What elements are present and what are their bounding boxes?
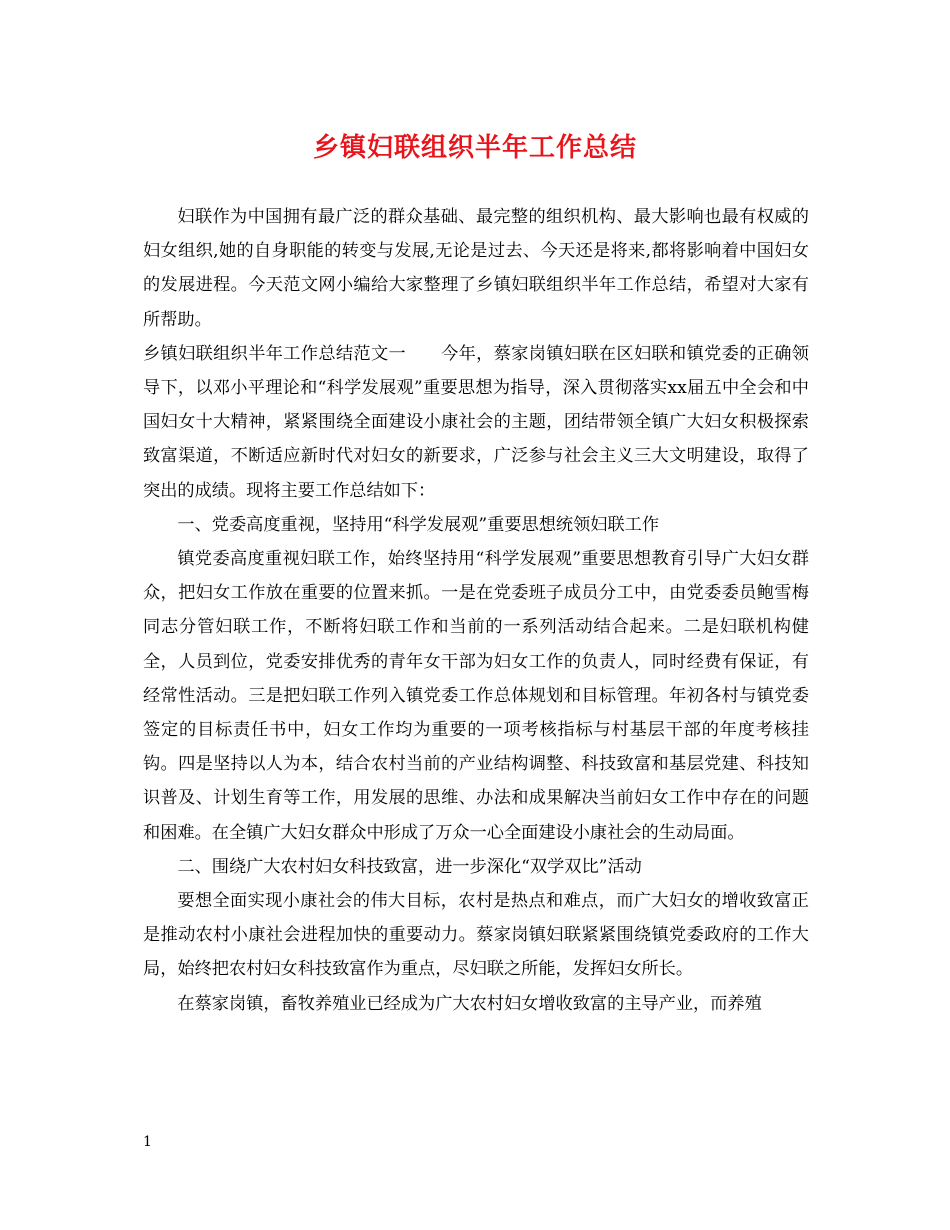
document-title: 乡镇妇联组织半年工作总结 bbox=[312, 133, 637, 163]
paragraph-sample-one-opening: 乡镇妇联组织半年工作总结范文一 今年，蔡家岗镇妇联在区妇联和镇党委的正确领导下，以邓小平理论和“科学发展观”重要思想为指导，深入贯彻落实xx届五中全会和中国妇女十大精神，紧紧围绕全面建设小康社会的主题，团结带领全镇广大妇女积极探索致富渠道，不断适应新时代对妇女的新要求，广泛参与社会主义三大文明建设，取得了突出的成绩。现将主要工作总结如下： bbox=[143, 343, 809, 501]
paragraph-livestock: 在蔡家岗镇，畜牧养殖业已经成为广大农村妇女增收致富的主导产业，而养殖 bbox=[177, 993, 762, 1014]
paragraph-section-one: 镇党委高度重视妇联工作，始终坚持用“科学发展观”重要思想教育引导广大妇女群众，把妇女工作放在重要的位置来抓。一是在党委班子成员分工中，由党委委员鲍雪梅同志分管妇联工作，不断将妇联工作和当前的一系列活动结合起来。二是妇联机构健全，人员到位，党委安排优秀的青年女干部为妇女工作的负责人，同时经费有保证，有经常性活动。三是把妇联工作列入镇党委工作总体规划和目标管理。年初各村与镇党委签定的目标责任书中，妇女工作均为重要的一项考核指标与村基层干部的年度考核挂钩。四是坚持以人为本，结合农村当前的产业结构调整、科技致富和基层党建、科技知识普及、计划生育等工作，用发展的思维、办法和成果解决当前妇女工作中存在的问题和困难。在全镇广大妇女群众中形成了万众一心全面建设小康社会的生动局面。 bbox=[143, 549, 809, 843]
section-heading-one: 一、党委高度重视，坚持用“科学发展观”重要思想统领妇联工作 bbox=[177, 514, 660, 535]
document-body bbox=[143, 200, 809, 1021]
paragraph-intro: 妇联作为中国拥有最广泛的群众基础、最完整的组织机构、最大影响也最有权威的妇女组织,她的自身职能的转变与发展,无论是过去、今天还是将来,都将影响着中国妇女的发展进程。今天范文网小编给大家整理了乡镇妇联组织半年工作总结，希望对大家有所帮助。 bbox=[143, 207, 809, 330]
paragraph-section-two: 要想全面实现小康社会的伟大目标，农村是热点和难点，而广大妇女的增收致富正是推动农村小康社会进程加快的重要动力。蔡家岗镇妇联紧紧围绕镇党委政府的工作大局，始终把农村妇女科技致富作为重点，尽妇联之所能，发挥妇女所长。 bbox=[143, 891, 809, 980]
section-heading-two: 二、围绕广大农村妇女科技致富，进一步深化“双学双比”活动 bbox=[177, 856, 642, 877]
page-number: 1 bbox=[143, 1134, 152, 1150]
